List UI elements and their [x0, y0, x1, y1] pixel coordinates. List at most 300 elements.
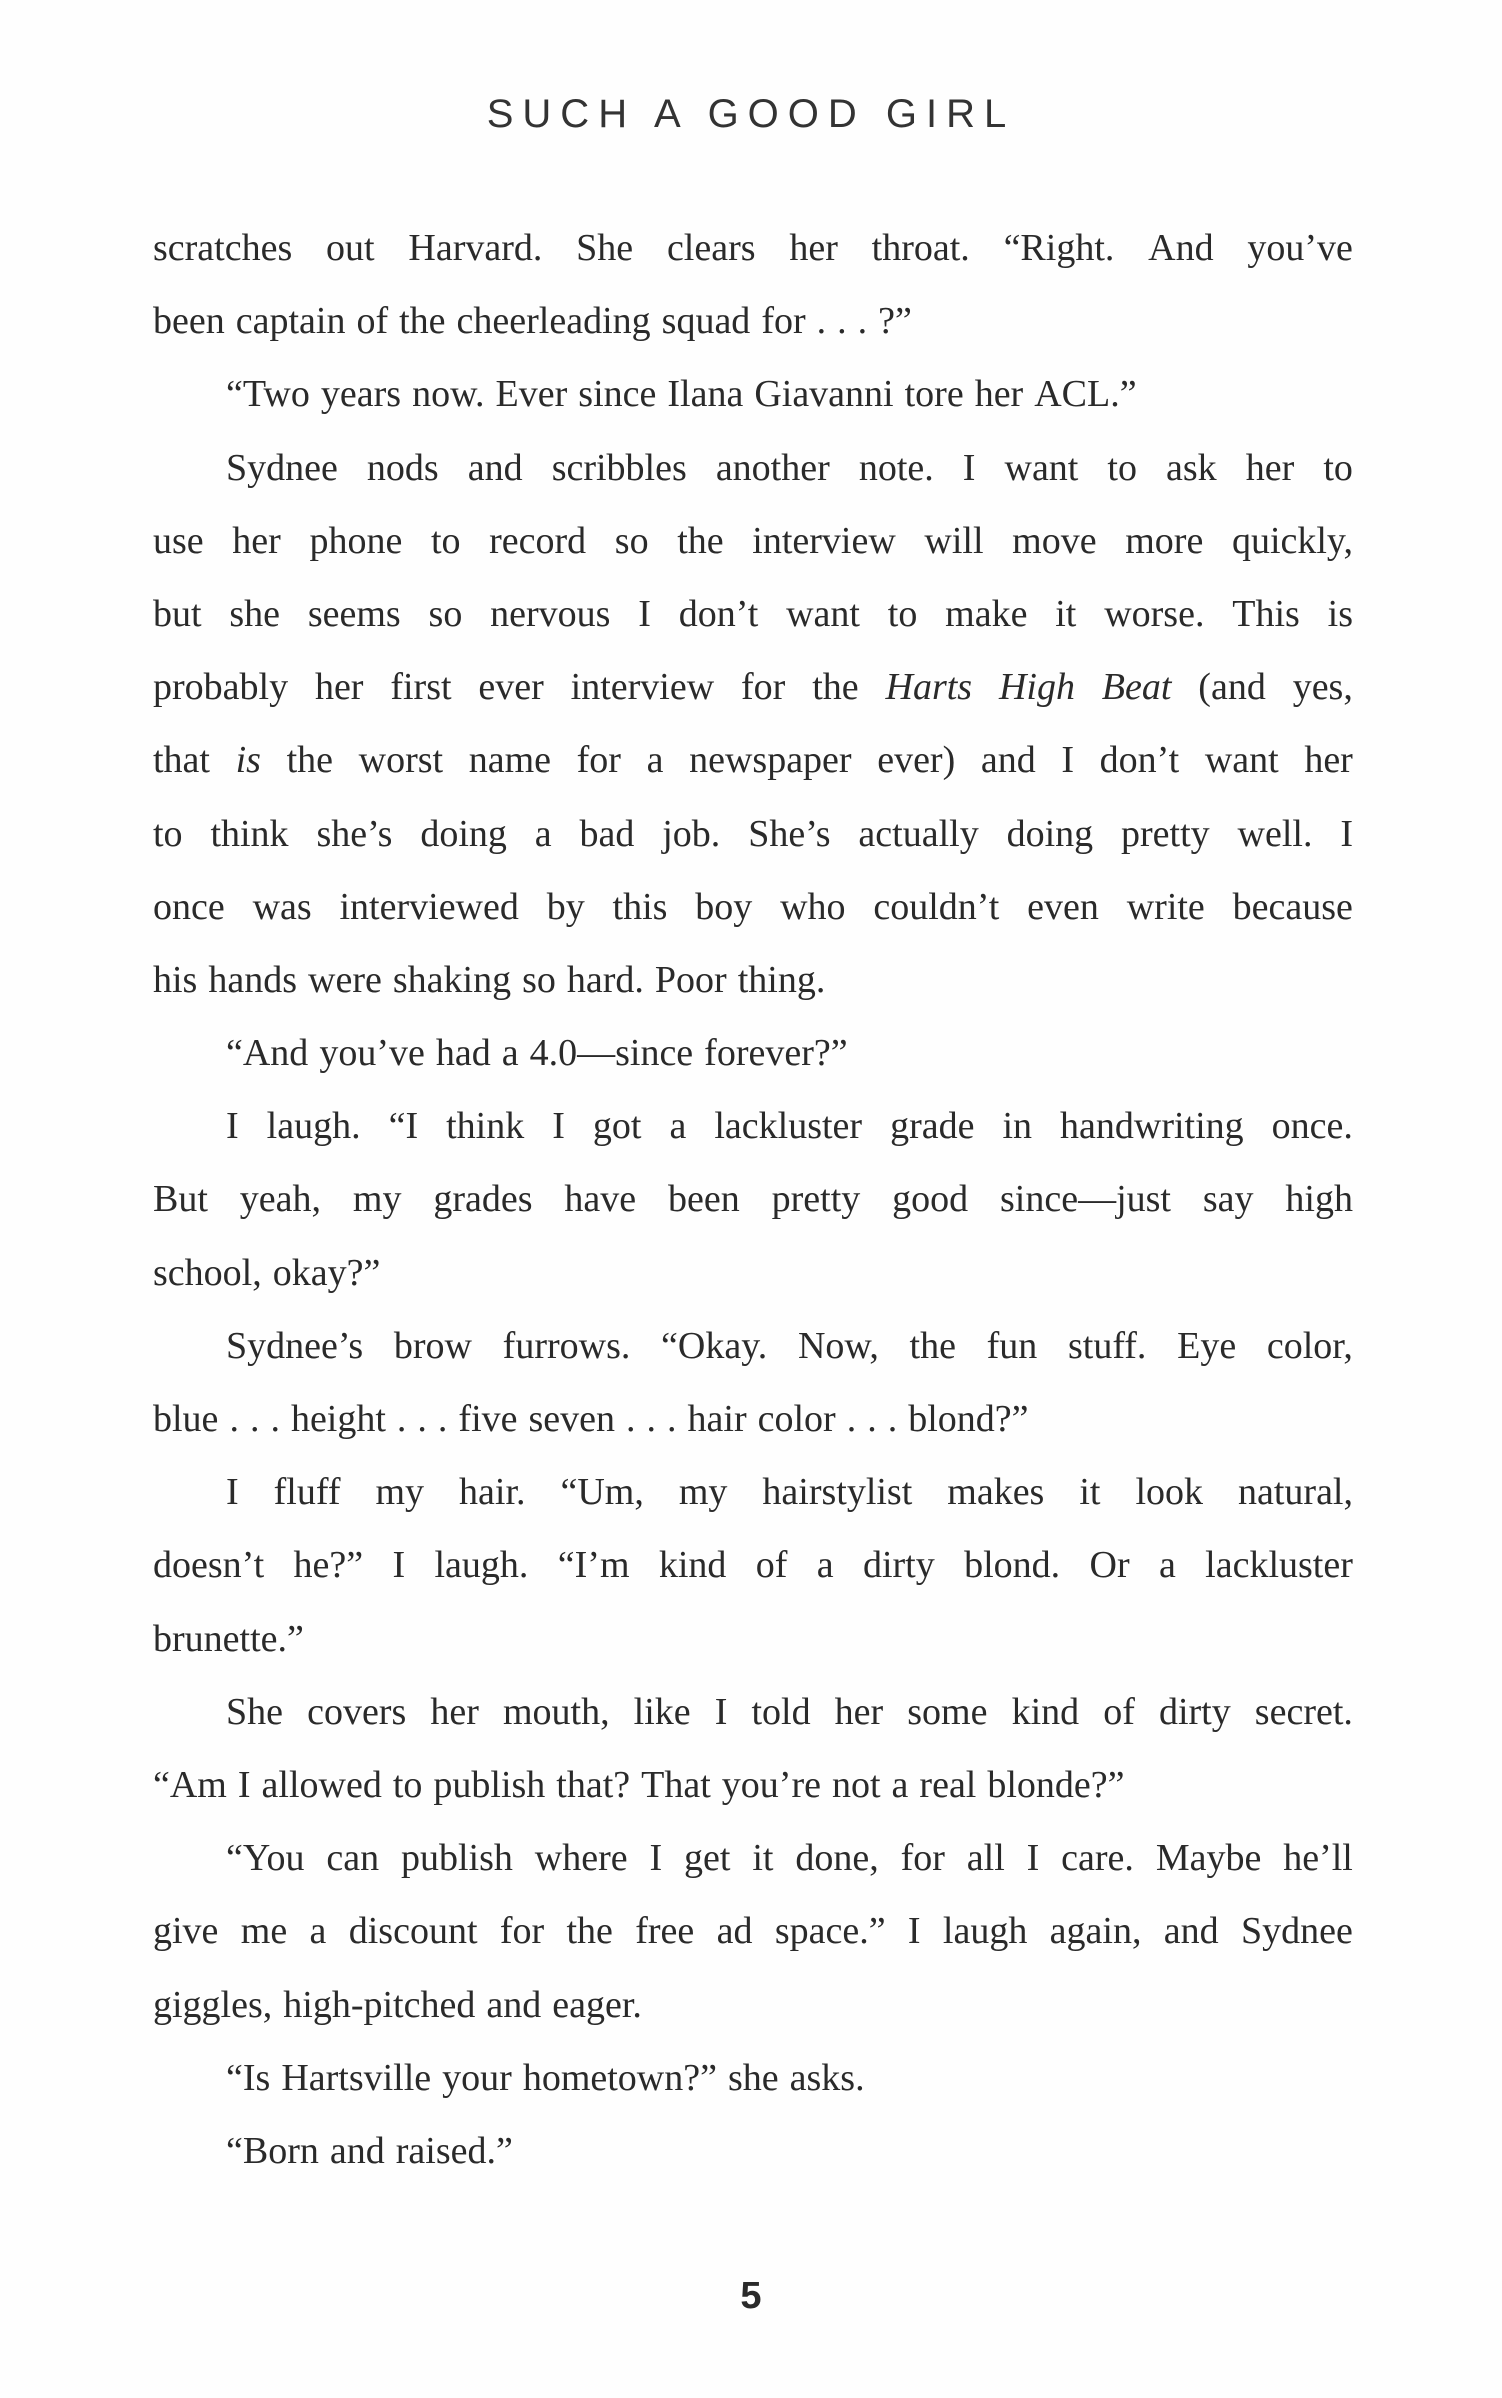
word: Hartsville — [281, 2056, 432, 2099]
word: been — [668, 1178, 740, 1221]
text-line — [153, 871, 1353, 944]
word: to — [392, 1763, 423, 1806]
word: will — [924, 519, 984, 562]
word: ACL.” — [1034, 373, 1137, 416]
body-text — [153, 212, 1353, 2188]
word: “Born — [226, 2129, 319, 2172]
word: the — [677, 519, 724, 562]
text-line — [153, 1969, 1353, 2042]
word: and — [486, 1983, 542, 2026]
word: done, — [795, 1837, 879, 1880]
word: so — [614, 519, 649, 562]
word: years — [320, 373, 402, 416]
word: height — [290, 1398, 386, 1440]
word: . — [887, 1398, 898, 1440]
word: Harts — [885, 666, 973, 709]
word: her — [232, 519, 281, 562]
word: thing. — [737, 958, 826, 1001]
word: Poor — [654, 958, 727, 1001]
word: Ilana — [667, 373, 744, 416]
word: that — [153, 739, 210, 782]
word: think — [446, 1105, 525, 1148]
word: bad — [579, 812, 635, 855]
word: once — [153, 885, 225, 928]
text-line — [153, 1017, 1353, 1090]
word: ?” — [878, 300, 912, 343]
word: Maybe — [1155, 1837, 1262, 1880]
word: publish — [401, 1837, 513, 1880]
text-line — [153, 1237, 1353, 1310]
word: a — [646, 739, 664, 782]
text-line — [153, 1383, 1353, 1456]
word: the — [909, 1324, 956, 1367]
word: I — [1061, 739, 1075, 782]
word: . — [417, 1398, 427, 1440]
word: color, — [1266, 1324, 1353, 1367]
word: don’t — [1099, 739, 1180, 782]
word: “Two — [226, 373, 310, 416]
word: were — [308, 958, 382, 1001]
word: use — [153, 519, 204, 562]
word: his — [153, 958, 198, 1001]
word: she — [727, 2056, 779, 2099]
word: seems — [307, 592, 401, 635]
word: asks. — [789, 2056, 865, 2099]
word: brow — [393, 1324, 472, 1367]
word: worse. — [1104, 592, 1205, 635]
word: “Um, — [560, 1471, 644, 1514]
word: nods — [366, 446, 439, 489]
word: got — [592, 1105, 642, 1148]
word: to — [153, 812, 183, 855]
word: “Is — [226, 2056, 271, 2099]
word: name — [468, 739, 552, 782]
word: I — [237, 1763, 251, 1806]
word: the — [812, 666, 859, 709]
word: color — [757, 1398, 836, 1440]
word: had — [435, 1032, 491, 1075]
word: in — [1002, 1105, 1033, 1148]
word: space.” — [774, 1910, 886, 1953]
word: some — [907, 1690, 988, 1733]
word: the — [399, 300, 446, 343]
word: tore — [904, 373, 964, 416]
word: laugh. — [266, 1105, 361, 1148]
word: She’s — [748, 812, 831, 855]
word: of — [1103, 1690, 1135, 1733]
text-line — [153, 1895, 1353, 1968]
word: throat. — [871, 227, 970, 269]
word: don’t — [678, 592, 759, 635]
word: okay?” — [272, 1251, 381, 1294]
word: think — [210, 812, 289, 855]
word: dirty — [1158, 1690, 1231, 1733]
word: fluff — [273, 1471, 341, 1514]
word: now. — [412, 373, 485, 416]
word: for — [499, 1910, 545, 1953]
word: was — [252, 885, 312, 928]
word: raised.” — [395, 2129, 513, 2172]
word: all — [966, 1837, 1005, 1880]
word: her — [1304, 739, 1353, 782]
word: lackluster — [714, 1105, 863, 1148]
text-line — [153, 944, 1353, 1017]
word: . — [837, 300, 847, 343]
word: to — [1323, 446, 1353, 489]
word: want — [1004, 446, 1079, 489]
word: shaking — [392, 958, 512, 1001]
word: her — [1245, 446, 1295, 489]
word: Now, — [797, 1324, 879, 1367]
text-line — [153, 1822, 1353, 1895]
word: my — [678, 1471, 728, 1514]
word: “Am — [153, 1763, 227, 1806]
word: write — [1126, 885, 1205, 928]
word: and — [980, 739, 1036, 782]
word: I — [962, 446, 976, 489]
word: “I — [388, 1105, 419, 1148]
word: move — [1012, 519, 1097, 562]
word: . — [867, 1398, 877, 1440]
word: to — [1107, 446, 1137, 489]
word: out — [326, 227, 375, 269]
word: “You — [226, 1837, 305, 1880]
word: She — [226, 1690, 283, 1733]
word: dirty — [862, 1544, 935, 1587]
word: told — [751, 1690, 811, 1733]
word: allowed — [261, 1763, 382, 1806]
text-line — [153, 505, 1353, 578]
word: another — [715, 446, 830, 489]
text-line — [153, 651, 1353, 724]
word: And — [1148, 227, 1214, 269]
word: this — [612, 885, 668, 928]
running-head: SUCH A GOOD GIRL — [486, 92, 1016, 136]
word: I — [226, 1471, 239, 1514]
word: a — [534, 812, 552, 855]
word: blonde?” — [987, 1763, 1125, 1806]
word: makes — [947, 1471, 1045, 1514]
word: because — [1232, 885, 1353, 928]
word: but — [153, 592, 202, 635]
word: 4.0—since — [529, 1032, 694, 1075]
word: hair — [687, 1398, 747, 1440]
word: captain — [235, 300, 346, 343]
word: a — [669, 1105, 687, 1148]
word: he?” — [293, 1544, 364, 1587]
word: grades — [433, 1178, 533, 1221]
text-line — [153, 358, 1353, 431]
word: boy — [695, 885, 753, 928]
word: quickly, — [1231, 519, 1353, 562]
word: discount — [348, 1910, 478, 1953]
word: nervous — [490, 592, 611, 635]
word: first — [390, 666, 452, 709]
text-line — [153, 1163, 1353, 1236]
word: covers — [307, 1690, 407, 1733]
word: I — [392, 1544, 406, 1587]
word: you’re — [721, 1763, 821, 1806]
text-line — [153, 1603, 1353, 1676]
word: you’ve — [1247, 227, 1353, 269]
word: so — [428, 592, 463, 635]
word: my — [375, 1471, 425, 1514]
word: couldn’t — [873, 885, 1000, 928]
word: have — [564, 1178, 637, 1221]
word: not — [831, 1763, 881, 1806]
word: record — [489, 519, 587, 562]
word: squad — [661, 300, 751, 343]
word: of — [755, 1544, 788, 1587]
word: high — [1285, 1178, 1353, 1221]
word: . — [816, 300, 827, 343]
text-line — [153, 1310, 1353, 1383]
word: he’ll — [1283, 1837, 1353, 1880]
word: care. — [1061, 1837, 1134, 1880]
word: I — [907, 1910, 921, 1953]
word: High — [998, 666, 1075, 709]
word: for — [576, 739, 621, 782]
word: a — [816, 1544, 834, 1587]
word: giggles, — [153, 1983, 273, 2026]
word: doing — [420, 812, 507, 855]
word: laugh — [942, 1910, 1028, 1953]
word: scribbles — [551, 446, 687, 489]
word: it — [752, 1837, 774, 1880]
word: yes, — [1292, 666, 1353, 709]
word: . — [437, 1398, 448, 1440]
word: natural, — [1237, 1471, 1353, 1514]
word: publish — [433, 1763, 546, 1806]
text-line — [153, 212, 1353, 285]
word: look — [1135, 1471, 1203, 1514]
word: brunette.” — [153, 1617, 304, 1660]
word: Eye — [1177, 1324, 1237, 1367]
text-line — [153, 285, 1353, 358]
word: mouth, — [502, 1690, 610, 1733]
word: . — [667, 1398, 677, 1440]
word: stuff. — [1067, 1324, 1147, 1367]
word: so — [522, 958, 556, 1001]
word: Beat — [1101, 666, 1172, 709]
word: “I’m — [557, 1544, 630, 1587]
word: . — [270, 1398, 280, 1440]
word: grade — [890, 1105, 975, 1148]
text-line — [153, 724, 1353, 797]
word: well. — [1237, 812, 1313, 855]
word: interview — [752, 519, 896, 562]
word: Or — [1089, 1544, 1130, 1587]
text-line — [153, 1529, 1353, 1602]
word: fun — [986, 1324, 1038, 1367]
word: Sydnee — [1241, 1910, 1353, 1953]
word: to — [887, 592, 918, 635]
word: she’s — [316, 812, 393, 855]
word: This — [1232, 592, 1300, 635]
word: seven — [528, 1398, 616, 1440]
word: . — [646, 1398, 657, 1440]
word: blue — [153, 1398, 219, 1440]
word: and — [1163, 1910, 1219, 1953]
word: can — [326, 1837, 380, 1880]
word: and — [329, 2129, 385, 2172]
word: I — [1340, 812, 1353, 855]
word: Sydnee — [226, 446, 338, 489]
word: I — [552, 1105, 565, 1148]
word: her — [834, 1690, 884, 1733]
word: ad — [716, 1910, 753, 1953]
word: scratches — [153, 227, 293, 269]
word: even — [1027, 885, 1099, 928]
word: to — [430, 519, 461, 562]
word: I — [638, 592, 651, 635]
word: a — [309, 1910, 327, 1953]
word: worst — [358, 739, 444, 782]
word: Sydnee’s — [226, 1324, 364, 1367]
word: (and — [1198, 666, 1266, 709]
text-line — [153, 1749, 1353, 1822]
word: her — [789, 227, 838, 269]
word: interviewed — [339, 885, 519, 928]
word: blond?” — [908, 1398, 1029, 1440]
word: free — [635, 1910, 695, 1953]
word: interview — [570, 666, 715, 709]
word: That — [641, 1763, 711, 1806]
word: I — [714, 1690, 728, 1733]
text-line — [153, 432, 1353, 505]
word: furrows. — [502, 1324, 631, 1367]
word: for — [761, 300, 806, 343]
word: give — [153, 1910, 219, 1953]
word: high-pitched — [283, 1983, 476, 2026]
word: for — [741, 666, 786, 709]
word: once. — [1271, 1105, 1353, 1148]
word: for — [900, 1837, 945, 1880]
word: I — [1026, 1837, 1040, 1880]
word: hands — [208, 958, 298, 1001]
word: like — [633, 1690, 691, 1733]
word: say — [1202, 1178, 1254, 1221]
word: cheerleading — [456, 300, 651, 343]
word: “And — [226, 1032, 309, 1075]
text-line — [153, 1456, 1353, 1529]
text-line — [153, 798, 1353, 871]
word: She — [576, 227, 634, 269]
word: the — [566, 1910, 613, 1953]
word: eager. — [552, 1983, 642, 2026]
word: my — [352, 1178, 402, 1221]
word: Harvard. — [408, 227, 543, 269]
word: But — [153, 1178, 208, 1221]
word: more — [1125, 519, 1204, 562]
word: since — [578, 373, 657, 416]
word: “Okay. — [661, 1324, 768, 1367]
word: actually — [858, 812, 979, 855]
word: who — [780, 885, 846, 928]
word: a — [1158, 1544, 1176, 1587]
word: a — [891, 1763, 909, 1806]
word: yeah, — [239, 1178, 322, 1221]
word: is — [1327, 592, 1353, 635]
word: want — [786, 592, 860, 635]
word: job. — [662, 812, 721, 855]
word: ever — [478, 666, 544, 709]
word: laugh. — [434, 1544, 529, 1587]
word: . — [249, 1398, 260, 1440]
word: since—just — [1000, 1178, 1171, 1221]
word: newspaper — [689, 739, 852, 782]
word: it — [1079, 1471, 1101, 1514]
text-line — [153, 2042, 1353, 2115]
word: hometown?” — [522, 2056, 717, 2099]
word: pretty — [771, 1178, 861, 1221]
word: forever?” — [704, 1032, 848, 1075]
word: that? — [556, 1763, 631, 1806]
word: hard. — [566, 958, 644, 1001]
word: good — [892, 1178, 969, 1221]
word: I — [649, 1837, 663, 1880]
word: pretty — [1121, 812, 1210, 855]
word: ever) — [877, 739, 956, 782]
word: “Right. — [1003, 227, 1115, 269]
word: is — [235, 739, 261, 782]
word: get — [684, 1837, 731, 1880]
word: handwriting — [1060, 1105, 1244, 1148]
word: kind — [1011, 1690, 1080, 1733]
word: . — [396, 1398, 407, 1440]
word: phone — [309, 519, 403, 562]
word: Giavanni — [754, 373, 894, 416]
word: been — [153, 300, 225, 343]
word: the — [286, 739, 334, 782]
word: real — [919, 1763, 977, 1806]
word: she — [229, 592, 281, 635]
word: again, — [1049, 1910, 1142, 1953]
text-line — [153, 1676, 1353, 1749]
word: her — [974, 373, 1024, 416]
word: by — [546, 885, 585, 928]
word: where — [534, 1837, 628, 1880]
text-line — [153, 578, 1353, 651]
word: it — [1055, 592, 1077, 635]
word: her — [430, 1690, 479, 1733]
word: kind — [658, 1544, 727, 1587]
word: doesn’t — [153, 1544, 265, 1587]
text-line — [153, 2115, 1353, 2188]
word: want — [1204, 739, 1279, 782]
word: . — [626, 1398, 636, 1440]
word: note. — [858, 446, 934, 489]
word: clears — [666, 227, 756, 269]
word: doing — [1006, 812, 1094, 855]
word: and — [467, 446, 523, 489]
word: hairstylist — [762, 1471, 913, 1514]
word: secret. — [1254, 1690, 1353, 1733]
word: Ever — [495, 373, 568, 416]
word: lackluster — [1205, 1544, 1353, 1587]
word: a — [501, 1032, 519, 1075]
word: five — [458, 1398, 518, 1440]
page-number: 5 — [740, 2275, 762, 2317]
word: her — [314, 666, 364, 709]
word: probably — [153, 666, 289, 709]
word: school, — [153, 1251, 262, 1294]
word: ask — [1166, 446, 1217, 489]
word: me — [240, 1910, 288, 1953]
word: . — [229, 1398, 239, 1440]
word: your — [442, 2056, 512, 2099]
text-line — [153, 1090, 1353, 1163]
